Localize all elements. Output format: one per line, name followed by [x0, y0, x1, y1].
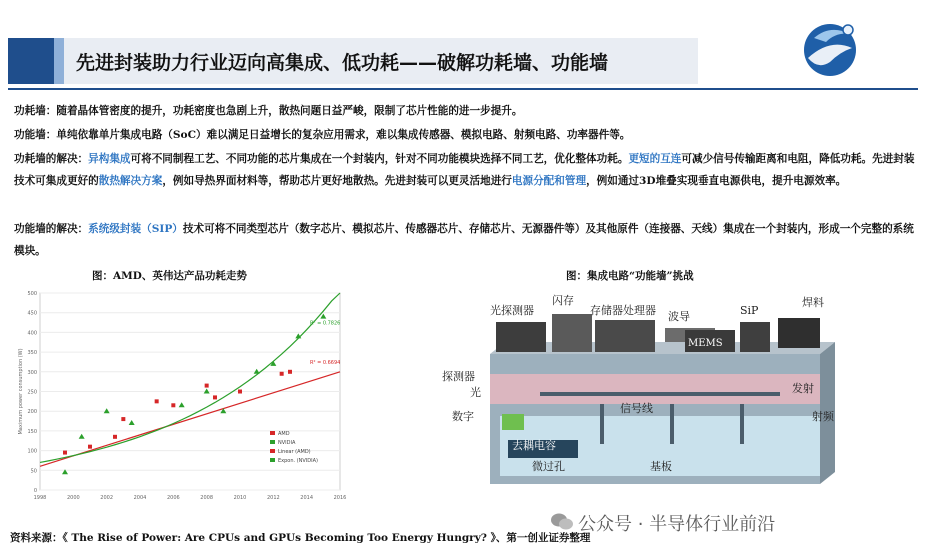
page-title: 先进封装助力行业迈向高集成、低功耗——破解功耗墙、功能墙 — [76, 52, 609, 74]
x-tick-label: 2016 — [333, 495, 347, 501]
r2-annotation: R² = 0.6694 — [310, 359, 341, 366]
data-point-amd — [205, 384, 209, 388]
label-sip: SiP — [740, 304, 759, 317]
highlight-sip: 系统级封装（SIP） — [88, 223, 183, 235]
label-signal-line: 信号线 — [620, 402, 653, 415]
data-point-amd — [171, 403, 175, 407]
legend-swatch — [270, 449, 275, 453]
label: 功耗墙的解决： — [14, 153, 89, 165]
highlight-heterogeneous: 异构集成 — [88, 153, 131, 165]
label-detector: 探测器 — [442, 370, 475, 383]
paragraph-power-wall-solution — [14, 148, 916, 192]
label-light: 光 — [470, 386, 481, 399]
x-tick-label: 2010 — [233, 495, 247, 501]
x-tick-label: 2006 — [166, 495, 180, 501]
text: 可减少信号传输距离和电阻，降低功耗。先进封装技术可集成更好的 — [14, 153, 915, 187]
figure-caption-left: 图：AMD、英伟达产品功耗走势 — [92, 270, 247, 282]
text: 技术可将不同类型芯片（数字芯片、模拟芯片、传感器芯片、存储芯片、无源器件等）及其他原件（连接器、天线）集成在一个封装内，形成一个完整的系统模块。 — [14, 223, 914, 257]
legend-swatch — [270, 458, 275, 462]
highlight-thermal: 散热解决方案 — [98, 175, 163, 187]
watermark-text: 公众号 · 半导体行业前沿 — [578, 514, 776, 535]
title-accent-stripe — [54, 38, 64, 84]
y-tick-label: 0 — [33, 488, 37, 494]
label-decoupling-cap: 去耦电容 — [512, 439, 556, 452]
highlight-power-distribution: 电源分配和管理 — [511, 175, 587, 187]
power-trend-chart — [10, 285, 350, 505]
y-tick-label: 250 — [27, 389, 37, 396]
x-tick-label: 2012 — [266, 495, 280, 501]
text: 可将不同制程工艺、不同功能的芯片集成在一个封装内，针对不同功能模块选择不同工艺，优化整体功耗。 — [130, 153, 629, 165]
sip-chip — [740, 322, 770, 352]
legend-label: Expon. (NVIDIA) — [278, 458, 318, 464]
y-axis-label: Maximum power consumption (W) — [18, 348, 24, 435]
y-tick-label: 50 — [30, 468, 37, 475]
text: ，例如导热界面材料等，帮助芯片更好地散热。先进封装可以更灵活地进行 — [162, 175, 512, 187]
legend-label: AMD — [278, 431, 290, 437]
y-tick-label: 500 — [27, 291, 37, 297]
r2-annotation: R² = 0.7826 — [310, 320, 341, 327]
solder-chip — [778, 318, 820, 348]
x-tick-label: 2004 — [133, 495, 147, 501]
title-accent-block — [8, 38, 54, 84]
function-wall-diagram — [440, 292, 840, 490]
signal-trace — [540, 392, 780, 396]
legend-swatch — [270, 431, 275, 435]
paragraph-power-wall: 功耗墙：随着晶体管密度的提升，功耗密度也急剧上升，散热问题日益严峻，限制了芯片性能的进一步提升。 — [14, 105, 523, 117]
y-tick-label: 450 — [27, 310, 37, 317]
data-point-amd — [121, 417, 125, 421]
via-3 — [740, 404, 744, 444]
label-microvia: 微过孔 — [532, 460, 565, 473]
label-memory-processor: 存储器处理器 — [590, 304, 656, 317]
figure-caption-right: 图：集成电路“功能墙”挑战 — [566, 270, 694, 282]
text: ，例如通过3D堆叠实现垂直电源供电，提升电源效率。 — [586, 175, 847, 187]
y-tick-label: 100 — [27, 448, 37, 455]
optical-layer — [490, 374, 820, 404]
data-point-amd — [113, 435, 117, 439]
y-tick-label: 200 — [27, 409, 37, 416]
label-digital: 数字 — [452, 410, 474, 423]
via-2 — [670, 404, 674, 444]
label-flash: 闪存 — [552, 294, 574, 307]
y-tick-label: 300 — [27, 369, 37, 376]
label-rf: 射频 — [812, 410, 834, 423]
x-tick-label: 2014 — [300, 495, 314, 501]
data-point-amd — [213, 395, 217, 399]
title-divider — [8, 88, 918, 90]
legend-swatch — [270, 440, 275, 444]
paragraph-function-wall-solution — [14, 218, 916, 262]
wechat-icon — [550, 512, 574, 532]
label-substrate: 基板 — [650, 460, 672, 473]
y-tick-label: 350 — [27, 350, 37, 357]
paragraph-function-wall: 功能墙：单纯依靠单片集成电路（SoC）难以满足日益增长的复杂应用需求，难以集成传感器、模拟电路、射频电路、功率器件等。 — [14, 129, 631, 141]
data-point-amd — [63, 451, 67, 455]
via-1 — [600, 404, 604, 444]
company-logo-icon — [800, 18, 860, 78]
x-tick-label: 2002 — [100, 495, 114, 501]
label-emit: 发射 — [792, 382, 814, 395]
data-point-amd — [238, 390, 242, 394]
legend-label: Linear (AMD) — [278, 449, 311, 455]
x-tick-label: 2000 — [66, 495, 80, 501]
memory-processor-chip — [595, 320, 655, 352]
data-point-amd — [280, 372, 284, 376]
label: 功能墙的解决： — [14, 223, 89, 235]
data-point-amd — [155, 399, 159, 403]
data-point-amd — [288, 370, 292, 374]
x-tick-label: 2008 — [200, 495, 214, 501]
highlight-interconnect: 更短的互连 — [628, 153, 682, 165]
y-tick-label: 400 — [27, 330, 37, 337]
x-tick-label: 1998 — [33, 495, 47, 501]
photodetector-chip — [496, 322, 546, 352]
y-tick-label: 150 — [27, 428, 37, 435]
label-waveguide: 波导 — [668, 310, 690, 323]
flash-chip — [552, 314, 592, 352]
label-mems: MEMS — [688, 338, 723, 349]
legend-label: NVIDIA — [278, 440, 296, 446]
digital-block — [502, 414, 524, 430]
label-solder: 焊料 — [802, 296, 824, 309]
source-note: 资料来源：《 The Rise of Power: Are CPUs and GPUs Becoming Too Energy Hungry? 》、第一创业证券整理 — [10, 532, 591, 544]
label-photodetector: 光探测器 — [490, 304, 534, 317]
data-point-amd — [88, 445, 92, 449]
